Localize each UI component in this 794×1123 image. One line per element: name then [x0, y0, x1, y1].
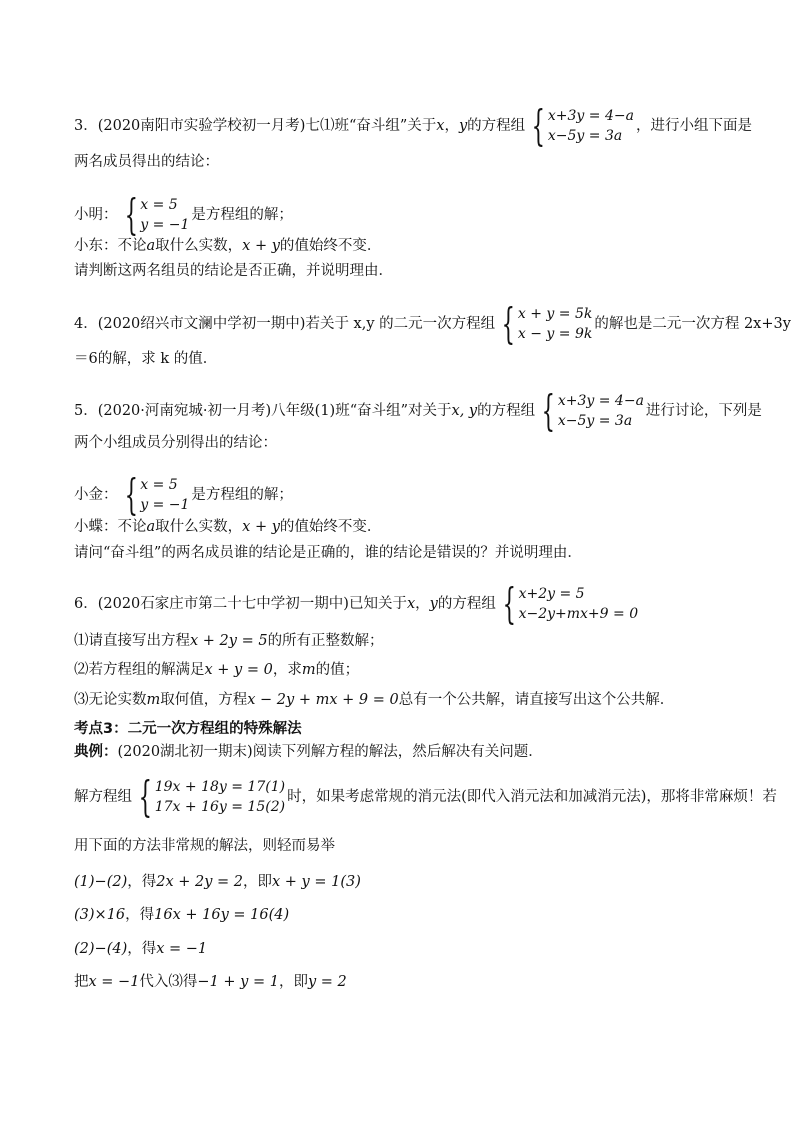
expr-x-plus-y: x + y: [242, 519, 280, 535]
step-4: [74, 972, 347, 992]
solve-line1: [74, 772, 777, 821]
step2-result: 16x + 16y = 16(4): [154, 907, 290, 923]
q5-line1: [74, 386, 762, 435]
q4-prefix: 4．(2020绍兴市文澜中学初一期中)若关于 x,y 的二元一次方程组: [74, 316, 496, 332]
q6-part1: [74, 631, 384, 651]
q6-eq2: x−2y+mx+9 = 0: [518, 606, 639, 622]
dong-text-a: 小东：不论: [74, 238, 147, 254]
p3-text-b: 取何值，方程: [160, 692, 248, 708]
solve-line2: 用下面的方法非常规的解法，则轻而易举: [74, 838, 335, 854]
step-2: [74, 905, 289, 925]
solve-eq1: 19x + 18y = 17(1): [154, 779, 286, 795]
brace-icon: {: [138, 772, 153, 821]
q4-line1: [74, 299, 791, 348]
q5-jin: [74, 470, 293, 519]
q3-eq2: x−5y = 3a: [547, 128, 623, 144]
step-3: [74, 939, 207, 959]
brace-icon: {: [531, 101, 546, 150]
q5-mid: 的方程组: [477, 403, 536, 419]
q5-suffix: 进行讨论，下列是: [645, 403, 762, 419]
p3-expr: x − 2y + mx + 9 = 0: [247, 692, 399, 708]
step2-get: ，得: [125, 907, 155, 923]
q4-line2: ＝6的解，求 k 的值．: [74, 351, 218, 367]
p2-text-c: 的值；: [315, 662, 360, 678]
die-text-b: 取什么实数，: [155, 519, 243, 535]
solve-eq2: 17x + 16y = 15(2): [154, 799, 286, 815]
var-m: m: [146, 692, 161, 708]
jin-label: 小金：: [74, 487, 118, 503]
die-text-a: 小蝶：不论: [74, 519, 147, 535]
var-m: m: [301, 662, 316, 678]
vars-x-y: x, y: [451, 403, 478, 419]
q6-part3: [74, 690, 674, 710]
brace-icon: {: [124, 190, 138, 239]
step4-text-c: 代入⑶得: [139, 974, 198, 990]
solve-system: [134, 772, 286, 821]
step1-eq3: x + y = 1(3): [272, 874, 361, 890]
dong-text-c: 的值始终不变．: [279, 238, 382, 254]
q3-system: [527, 101, 634, 150]
dong-text-b: 取什么实数，: [155, 238, 243, 254]
ming-system: [120, 190, 190, 239]
step1-get: ，得: [127, 874, 157, 890]
q6-prefix: 6．(2020石家庄市第二十七中学初一期中)已知关于: [74, 596, 407, 612]
example-text: (2020湖北初一期末)阅读下列解方程的解法，然后解决有关问题．: [117, 744, 543, 760]
ming-text: 是方程组的解；: [191, 207, 293, 223]
q3-eq1: x+3y = 4−a: [547, 108, 634, 124]
comma: ，: [444, 118, 459, 134]
step4-ie: ，即: [278, 974, 308, 990]
step3-op: (2)−(4): [74, 941, 128, 957]
ming-label: 小明：: [74, 207, 118, 223]
jin-eq2: y = −1: [140, 497, 190, 513]
p2-text-b: ，求: [272, 662, 302, 678]
brace-icon: {: [124, 470, 138, 519]
q4-system: [497, 299, 593, 348]
expr-x-plus-y: x + y: [242, 238, 280, 254]
step4-text-a: 把: [74, 974, 89, 990]
q4-eq1: x + y = 5k: [517, 306, 593, 322]
var-a: a: [146, 519, 156, 535]
solve-text: 时，如果考虑常规的消元法(即代入消元法和加减消元法)，那将非常麻烦！若: [287, 789, 777, 805]
step3-get: ，得: [127, 941, 157, 957]
jin-text: 是方程组的解；: [191, 487, 293, 503]
q5-eq1: x+3y = 4−a: [557, 393, 644, 409]
p1-text-b: 的所有正整数解；: [267, 633, 384, 649]
q3-line1: [74, 101, 752, 150]
p2-expr: x + y = 0: [204, 662, 273, 678]
var-x: x: [436, 118, 445, 134]
q3-judge: 请判断这两名组员的结论是否正确，并说明理由．: [74, 263, 393, 279]
q5-ask: 请问“奋斗组”的两名成员谁的结论是正确的，谁的结论是错误的？并说明理由．: [74, 545, 582, 561]
ming-eq2: y = −1: [140, 217, 190, 233]
section-title: 考点3：二元一次方程组的特殊解法: [74, 721, 302, 737]
step4-y: y = 2: [307, 974, 347, 990]
q3-mid: 的方程组: [467, 118, 526, 134]
step1-op: (1)−(2): [74, 874, 128, 890]
q6-system: [498, 579, 639, 628]
p3-text-c: 总有一个公共解，请直接写出这个公共解．: [398, 692, 675, 708]
q6-mid: 的方程组: [437, 596, 496, 612]
q5-eq2: x−5y = 3a: [557, 413, 633, 429]
q5-system: [537, 386, 644, 435]
q4-eq2: x − y = 9k: [517, 326, 593, 342]
step1-ie: ，即: [243, 874, 273, 890]
q5-prefix: 5．(2020·河南宛城·初一月考)八年级(1)班“奋斗组”对关于: [74, 403, 452, 419]
var-y: y: [458, 118, 468, 134]
q6-eq1: x+2y = 5: [518, 586, 585, 602]
q5-die: [74, 517, 381, 537]
jin-eq1: x = 5: [140, 477, 178, 493]
q6-part2: [74, 660, 359, 680]
step4-eq: −1 + y = 1: [197, 974, 279, 990]
var-x: x: [406, 596, 416, 612]
q3-prefix: 3．(2020南阳市实验学校初一月考)七⑴班“奋斗组”关于: [74, 118, 437, 134]
q3-suffix: ，进行小组下面是: [635, 118, 752, 134]
brace-icon: {: [541, 386, 556, 435]
brace-icon: {: [502, 579, 516, 628]
p2-text-a: ⑵若方程组的解满足: [74, 662, 205, 678]
solve-label: 解方程组: [74, 789, 132, 805]
jin-system: [120, 470, 190, 519]
q6-line1: [74, 579, 640, 628]
comma: ，: [415, 596, 430, 612]
q3-ming: [74, 190, 293, 239]
step3-result: x = −1: [156, 941, 208, 957]
step-1: [74, 872, 361, 892]
example-label: 典例：: [74, 744, 118, 760]
p3-text-a: ⑶无论实数: [74, 692, 147, 708]
q5-line2: 两个小组成员分别得出的结论：: [74, 435, 277, 451]
var-a: a: [146, 238, 156, 254]
q3-line2: 两名成员得出的结论：: [74, 154, 219, 170]
p1-expr: x + 2y = 5: [190, 633, 268, 649]
die-text-c: 的值始终不变．: [279, 519, 382, 535]
step1-result: 2x + 2y = 2: [156, 874, 244, 890]
brace-icon: {: [501, 299, 516, 348]
p1-text-a: ⑴请直接写出方程: [74, 633, 190, 649]
q3-dong: [74, 236, 381, 256]
step2-op: (3)×16: [74, 907, 126, 923]
ming-eq1: x = 5: [140, 197, 178, 213]
var-y: y: [429, 596, 438, 612]
step4-x: x = −1: [88, 974, 140, 990]
q4-suffix: 的解也是二元一次方程 2x+3y: [594, 316, 791, 332]
example-line: [74, 742, 543, 762]
